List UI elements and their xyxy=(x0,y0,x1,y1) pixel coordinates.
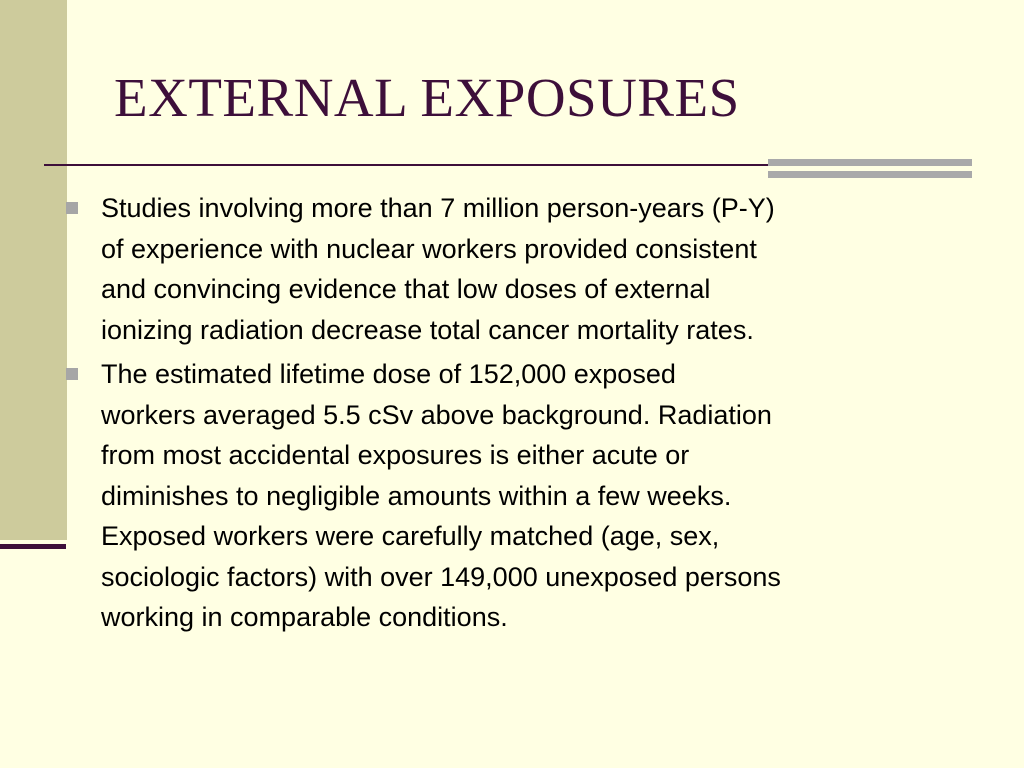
title-decorative-bar-bottom xyxy=(768,171,972,178)
bullet-text: Studies involving more than 7 million person-years (P-Y) of experience with nuclear workers provided consistent and convincing evidence that low doses of external ionizing radiation decrease total cancer mortality rates. xyxy=(101,193,775,345)
bullet-list xyxy=(62,188,982,642)
title-underline xyxy=(44,164,770,166)
slide-title: EXTERNAL EXPOSURES xyxy=(114,67,740,128)
square-bullet-icon xyxy=(66,368,78,380)
left-decorative-band xyxy=(0,0,67,540)
bullet-text: The estimated lifetime dose of 152,000 exposed workers averaged 5.5 cSv above background. Radiation from most accidental exposures is either acute or diminishes to negligible amounts within a few weeks. Exposed workers were carefully matched (age, sex, sociologic factors) with over 149,000 unexposed persons working in comparable conditions. xyxy=(101,359,781,632)
title-decorative-bar-top xyxy=(768,159,972,166)
left-accent-line xyxy=(0,544,66,549)
bullet-item xyxy=(62,188,982,350)
bullet-item xyxy=(62,354,982,638)
square-bullet-icon xyxy=(66,202,78,214)
